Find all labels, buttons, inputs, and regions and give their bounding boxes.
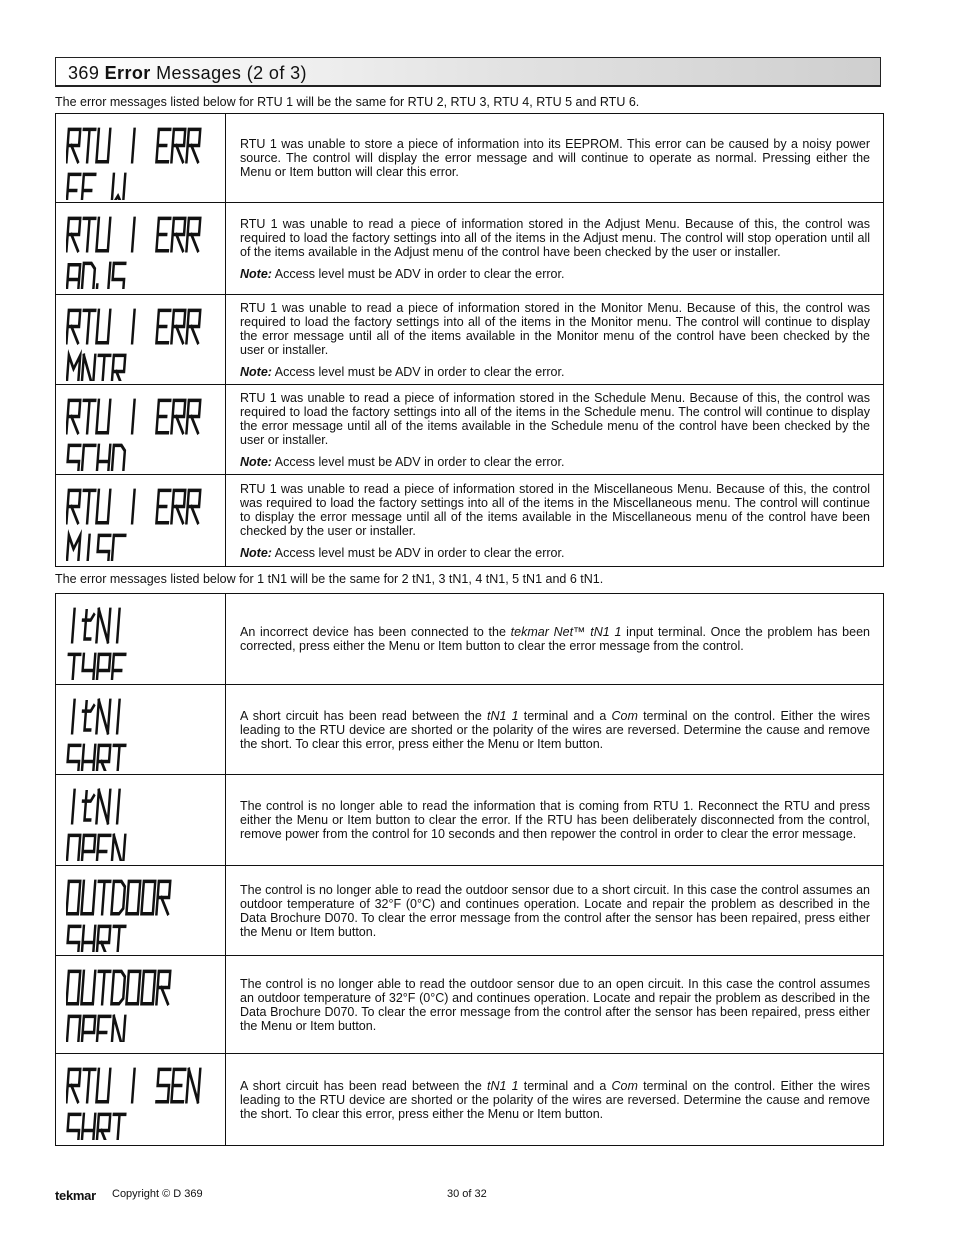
lcd-segment bbox=[96, 790, 110, 822]
lcd-readout bbox=[66, 395, 216, 471]
lcd-segment bbox=[117, 790, 119, 822]
lcd-segment bbox=[96, 926, 110, 952]
description-text: RTU 1 was unable to read a piece of information stored in the Miscellaneous Menu. Because of this, the control was required to load the factory settings into all of the items in the Miscellaneous menu. The control will continue to display the error message until all of the items available in the Miscellaneous menu of the control have been checked by the user or installer. bbox=[240, 481, 870, 538]
note-label: Note: bbox=[240, 364, 272, 379]
lcd-segment bbox=[66, 926, 80, 952]
lcd-segment bbox=[186, 400, 200, 432]
lcd-segment bbox=[66, 490, 80, 522]
lcd-segment bbox=[171, 310, 185, 342]
lcd-segment bbox=[111, 745, 125, 771]
error-description bbox=[226, 594, 883, 684]
intro-text-tn1: The error messages listed below for 1 tN1 will be the same for 2 tN1, 3 tN1, 4 tN1, 5 tN1 and 6 tN1. bbox=[55, 572, 604, 586]
lcd-segment bbox=[156, 971, 170, 1003]
lcd-segment bbox=[72, 609, 74, 641]
lcd-segment bbox=[117, 609, 119, 641]
lcd-segment bbox=[66, 971, 80, 1003]
lcd-segment bbox=[81, 174, 95, 200]
lcd-readout bbox=[66, 124, 216, 200]
description-part: Com bbox=[611, 708, 638, 723]
copyright-text: Copyright © D 369 bbox=[112, 1188, 203, 1200]
lcd-segment bbox=[66, 745, 80, 771]
lcd-segment bbox=[81, 654, 95, 680]
note-body: Access level must be ADV in order to clear the error. bbox=[274, 364, 565, 379]
error-description bbox=[226, 475, 883, 566]
lcd-segment bbox=[96, 835, 110, 861]
lcd-segment bbox=[81, 971, 95, 1003]
lcd-text bbox=[56, 385, 57, 386]
error-description bbox=[226, 866, 883, 955]
lcd-segment bbox=[111, 355, 125, 381]
lcd-segment bbox=[156, 881, 170, 913]
lcd-display bbox=[56, 1054, 226, 1145]
description-part: A short circuit has been read between the bbox=[240, 708, 487, 723]
lcd-segment bbox=[66, 218, 80, 250]
lcd-segment bbox=[132, 400, 134, 432]
description-text: RTU 1 was unable to read a piece of information stored in the Schedule Menu. Because of this, the control was required to load the factory settings into all of the items in the Schedule menu. The control will continue to display the error message until all of the items available in the Schedule menu of the control have been checked by the user or installer. bbox=[240, 390, 870, 447]
tn1-error-table bbox=[55, 593, 884, 1146]
lcd-readout bbox=[66, 695, 216, 771]
lcd-segment bbox=[186, 310, 200, 342]
lcd-readout bbox=[66, 876, 216, 952]
lcd-segment bbox=[132, 310, 134, 342]
rtu-error-table bbox=[55, 113, 884, 567]
lcd-segment bbox=[82, 702, 95, 730]
lcd-display bbox=[56, 775, 226, 865]
lcd-text bbox=[56, 1054, 57, 1055]
lcd-segment bbox=[81, 129, 95, 161]
lcd-display bbox=[56, 295, 226, 384]
note-body: Access level must be ADV in order to clear the error. bbox=[274, 266, 565, 281]
error-row bbox=[56, 594, 883, 685]
note-body: Access level must be ADV in order to clear the error. bbox=[274, 545, 565, 560]
lcd-segment bbox=[66, 174, 80, 200]
lcd-segment bbox=[81, 445, 95, 471]
note-text bbox=[240, 455, 870, 469]
lcd-segment bbox=[111, 445, 125, 471]
description-text: RTU 1 was unable to store a piece of information into its EEPROM. This error can be caused by a noisy power source. The control will display the error message and will continue to operate as normal. Pressing either the Menu or Item button will clear this error. bbox=[240, 137, 870, 179]
lcd-readout bbox=[66, 485, 216, 561]
error-description bbox=[226, 685, 883, 774]
lcd-segment bbox=[171, 129, 185, 161]
lcd-segment bbox=[132, 129, 134, 161]
lcd-segment bbox=[96, 445, 110, 471]
lcd-segment bbox=[156, 218, 170, 250]
error-row bbox=[56, 203, 883, 295]
error-description bbox=[226, 956, 883, 1053]
lcd-segment bbox=[81, 310, 95, 342]
lcd-segment bbox=[186, 218, 200, 250]
lcd-text bbox=[56, 866, 57, 867]
error-row bbox=[56, 866, 883, 956]
description-text bbox=[240, 977, 870, 1033]
section-title: 369 Error Messages (2 of 3) bbox=[68, 63, 307, 83]
lcd-segment bbox=[96, 535, 110, 561]
lcd-segment bbox=[82, 792, 95, 820]
lcd-segment bbox=[96, 745, 110, 771]
lcd-segment bbox=[81, 835, 95, 861]
lcd-display bbox=[56, 685, 226, 774]
description-text bbox=[240, 883, 870, 939]
lcd-segment bbox=[66, 1114, 80, 1140]
lcd-text bbox=[56, 203, 57, 204]
note-text bbox=[240, 546, 870, 560]
lcd-text bbox=[56, 475, 57, 476]
lcd-segment bbox=[96, 1016, 110, 1042]
lcd-segment bbox=[66, 654, 80, 680]
lcd-segment bbox=[111, 971, 125, 1003]
lcd-segment bbox=[132, 1069, 134, 1101]
lcd-segment bbox=[96, 1114, 110, 1140]
lcd-segment bbox=[87, 535, 89, 561]
lcd-display bbox=[56, 475, 226, 566]
description-part: terminal on the control. Either the wires leading to the RTU device are shorted or the polarity of the wires are reversed. Determine the cause and remove the short. To clear this error, press either the Menu or Item button. bbox=[240, 1078, 870, 1121]
lcd-segment bbox=[111, 1016, 125, 1042]
lcd-segment bbox=[96, 1069, 110, 1101]
description-part: Com bbox=[611, 1078, 638, 1093]
lcd-readout bbox=[66, 305, 216, 381]
lcd-segment bbox=[82, 611, 95, 639]
description-part: terminal and a bbox=[518, 708, 612, 723]
lcd-display bbox=[56, 594, 226, 684]
lcd-segment bbox=[66, 310, 80, 342]
lcd-readout bbox=[66, 604, 216, 680]
lcd-segment bbox=[111, 263, 125, 289]
lcd-segment bbox=[111, 926, 125, 952]
note-text bbox=[240, 267, 870, 281]
lcd-segment bbox=[81, 218, 95, 250]
lcd-segment bbox=[156, 400, 170, 432]
lcd-segment bbox=[96, 609, 110, 641]
lcd-segment bbox=[66, 445, 80, 471]
description-part: The control is no longer able to read the outdoor sensor due to an open circuit. In this case the control assumes an outdoor temperature of 32°F (0°C) and continues operation. Locate and repair the problem as described in the Data Brochure D070. To clear the error message from the control after the sensor has been repaired, press either the Menu or Item button. bbox=[240, 976, 870, 1033]
lcd-segment bbox=[96, 355, 110, 381]
lcd-text bbox=[56, 295, 57, 296]
lcd-segment bbox=[81, 400, 95, 432]
lcd-segment bbox=[81, 881, 95, 913]
description-part: terminal on the control. Either the wires leading to the RTU device are shorted or the polarity of the wires are reversed. Determine the cause and remove the short. To clear this error, press either the Menu or Item button. bbox=[240, 708, 870, 751]
lcd-segment bbox=[72, 700, 74, 732]
lcd-text bbox=[56, 866, 57, 867]
lcd-segment bbox=[96, 218, 110, 250]
lcd-segment bbox=[111, 654, 125, 680]
lcd-segment bbox=[66, 835, 80, 861]
description-text bbox=[240, 799, 870, 841]
lcd-segment bbox=[96, 129, 110, 161]
lcd-segment bbox=[141, 971, 155, 1003]
lcd-readout bbox=[66, 785, 216, 861]
note-text bbox=[240, 365, 870, 379]
lcd-segment bbox=[117, 700, 119, 732]
lcd-segment bbox=[156, 1069, 170, 1101]
error-row bbox=[56, 295, 883, 385]
lcd-segment bbox=[66, 535, 80, 561]
error-description bbox=[226, 203, 883, 294]
lcd-segment bbox=[186, 1069, 200, 1101]
description-part: tN1 1 bbox=[487, 1078, 519, 1093]
description-text bbox=[240, 709, 870, 751]
lcd-segment bbox=[66, 265, 80, 289]
lcd-segment bbox=[81, 1016, 95, 1042]
lcd-text bbox=[56, 594, 57, 595]
error-description bbox=[226, 114, 883, 202]
lcd-segment bbox=[186, 129, 200, 161]
description-part: input terminal. Once the problem has been corrected, press either the Menu or Item button to clear the error message from the control. bbox=[240, 625, 870, 653]
lcd-segment bbox=[96, 971, 110, 1003]
lcd-text bbox=[56, 775, 57, 776]
lcd-display bbox=[56, 866, 226, 955]
lcd-readout bbox=[66, 966, 216, 1042]
lcd-display bbox=[56, 956, 226, 1053]
lcd-text bbox=[56, 775, 57, 776]
lcd-segment bbox=[126, 971, 140, 1003]
section-header bbox=[55, 57, 881, 87]
lcd-readout bbox=[66, 1064, 216, 1140]
lcd-text bbox=[56, 685, 57, 686]
lcd-segment bbox=[156, 129, 170, 161]
lcd-readout bbox=[66, 213, 216, 289]
intro-text-rtu: The error messages listed below for RTU 1 will be the same for RTU 2, RTU 3, RTU 4, RTU 5 and RTU 6. bbox=[55, 95, 640, 109]
lcd-segment bbox=[66, 1016, 80, 1042]
note-label: Note: bbox=[240, 454, 272, 469]
lcd-text bbox=[56, 475, 57, 476]
lcd-segment bbox=[66, 129, 80, 161]
lcd-segment bbox=[96, 310, 110, 342]
lcd-segment bbox=[81, 1069, 95, 1101]
lcd-segment bbox=[171, 490, 185, 522]
lcd-segment bbox=[66, 881, 80, 913]
lcd-segment bbox=[96, 263, 110, 289]
note-body: Access level must be ADV in order to clear the error. bbox=[274, 454, 565, 469]
lcd-segment bbox=[111, 174, 125, 200]
description-text bbox=[240, 1079, 870, 1121]
error-row bbox=[56, 775, 883, 866]
error-row bbox=[56, 114, 883, 203]
lcd-segment bbox=[72, 790, 74, 822]
lcd-segment bbox=[126, 881, 140, 913]
lcd-text bbox=[56, 114, 57, 115]
note-label: Note: bbox=[240, 545, 272, 560]
lcd-text bbox=[56, 956, 57, 957]
lcd-segment bbox=[96, 490, 110, 522]
error-row bbox=[56, 956, 883, 1054]
description-text bbox=[240, 625, 870, 653]
lcd-segment bbox=[96, 400, 110, 432]
lcd-text bbox=[56, 295, 57, 296]
lcd-segment bbox=[111, 1114, 125, 1140]
error-row bbox=[56, 685, 883, 775]
error-row bbox=[56, 385, 883, 475]
description-part: The control is no longer able to read the outdoor sensor due to a short circuit. In this case the control assumes an outdoor temperature of 32°F (0°C) and continues operation. Locate and repair the problem as described in the Data Brochure D070. To clear the error message from the control after the sensor has been repaired, press either the Menu or Item button. bbox=[240, 882, 870, 939]
lcd-display bbox=[56, 114, 226, 202]
lcd-segment bbox=[81, 1114, 95, 1140]
lcd-segment bbox=[66, 355, 80, 381]
lcd-segment bbox=[171, 1069, 185, 1101]
lcd-segment bbox=[132, 218, 134, 250]
lcd-segment bbox=[156, 310, 170, 342]
page-number: 30 of 32 bbox=[447, 1188, 487, 1200]
lcd-segment bbox=[156, 490, 170, 522]
lcd-segment bbox=[96, 700, 110, 732]
lcd-segment bbox=[132, 490, 134, 522]
lcd-segment bbox=[111, 535, 125, 561]
lcd-segment bbox=[81, 926, 95, 952]
description-part: terminal and a bbox=[518, 1078, 612, 1093]
description-part: A short circuit has been read between the bbox=[240, 1078, 487, 1093]
lcd-segment bbox=[81, 490, 95, 522]
lcd-segment bbox=[171, 218, 185, 250]
lcd-text bbox=[56, 114, 57, 115]
lcd-segment bbox=[171, 400, 185, 432]
lcd-display bbox=[56, 385, 226, 474]
lcd-segment bbox=[111, 835, 125, 861]
note-label: Note: bbox=[240, 266, 272, 281]
error-description bbox=[226, 775, 883, 865]
lcd-segment bbox=[81, 745, 95, 771]
lcd-segment bbox=[141, 881, 155, 913]
lcd-segment bbox=[111, 881, 125, 913]
description-part: An incorrect device has been connected to the bbox=[240, 625, 511, 639]
description-part: The control is no longer able to read the information that is coming from RTU 1. Reconnect the RTU and press either the Menu or Item button to clear the error. If the RTU has been deliberately disconnected from the control, remove power from the control for 10 seconds and then repower the control in order to clear the error message. bbox=[240, 799, 870, 841]
lcd-text bbox=[56, 1054, 57, 1055]
lcd-segment bbox=[96, 654, 110, 680]
description-part: tekmar Net™ tN1 1 bbox=[510, 625, 622, 639]
error-description bbox=[226, 385, 883, 474]
lcd-text bbox=[56, 594, 57, 595]
lcd-segment bbox=[81, 355, 95, 381]
lcd-text bbox=[56, 956, 57, 957]
lcd-segment bbox=[186, 490, 200, 522]
description-text: RTU 1 was unable to read a piece of information stored in the Monitor Menu. Because of this, the control was required to load the factory settings into all of the items in the Monitor menu. The control will continue to display the error message until all of the items available in the Monitor menu of the control have been checked by the user or installer. bbox=[240, 300, 870, 357]
error-description bbox=[226, 295, 883, 384]
lcd-text bbox=[56, 385, 57, 386]
lcd-segment bbox=[81, 263, 95, 289]
lcd-display bbox=[56, 203, 226, 294]
description-text: RTU 1 was unable to read a piece of information stored in the Adjust Menu. Because of this, the control was required to load the factory settings into all of the items in the Adjust menu. The control will stop operation until all of the items available in the Adjust menu of the control have been checked by the user or installer. bbox=[240, 216, 870, 259]
lcd-text bbox=[56, 203, 57, 204]
error-row bbox=[56, 1054, 883, 1145]
lcd-segment bbox=[96, 881, 110, 913]
error-row bbox=[56, 475, 883, 566]
description-part: tN1 1 bbox=[487, 708, 519, 723]
lcd-segment bbox=[66, 400, 80, 432]
lcd-segment bbox=[66, 1069, 80, 1101]
lcd-text bbox=[56, 685, 57, 686]
tekmar-logo: tekmar bbox=[55, 1188, 96, 1203]
error-description bbox=[226, 1054, 883, 1145]
